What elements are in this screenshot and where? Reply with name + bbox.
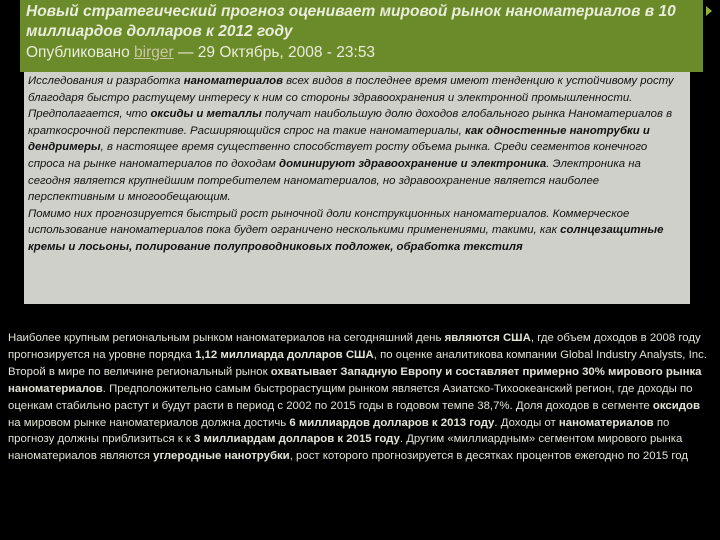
quote-paragraph-2: Предполагается, что оксиды и металлы получат наибольшую долю доходов глобального рынка Наноматериалов в краткосрочной перспективе. Расширяющийся спрос на такие наноматериалы, как одностенные нанотрубки и дендримеры, в настоящее время существенно способствует росту объема рынка. Среди сегментов конечного спроса на рынке наноматериалов по доходам доминируют здравоохранение и электроника. Электроника на сегодня является крупнейшим потребителем наноматериалов, но здравоохранение является наиболее перспективным и многообещающим. <box>28 108 673 204</box>
quote-block <box>24 72 690 304</box>
published-label: Опубликовано <box>26 44 130 61</box>
published-date: — 29 Октябрь, 2008 - 23:53 <box>177 44 376 61</box>
article-title: Новый стратегический прогноз оценивает мировой рынок наноматериалов в 10 миллиардов долларов к 2012 году <box>26 3 676 40</box>
slide-arrow-icon <box>706 6 712 16</box>
article-header <box>20 0 703 72</box>
quote-paragraph-1: Исследования и разработка наноматериалов всех видов в последнее время имеют тенденцию к устойчивому росту благодаря быстро растущему интересу к ним со стороны здравоохранения и электронной промышленности. <box>28 75 674 104</box>
publication-line <box>26 42 697 64</box>
main-paragraph: Наиболее крупным региональным рынком наноматериалов на сегодняшний день являются США, где объем доходов в 2008 году прогнозируется на уровне порядка 1,12 миллиарда долларов США, по оценке аналитикова компании Global Industry Analysts, Inc. Второй в мире по величине региональный рынок охватывает Западную Европу и составляет примерно 30% мирового рынка наноматериалов. Предположительно самым быстрорастущим рынком является Азиатско-Тихоокеанский регион, где доходы по оценкам стабильно растут и будут расти в период с 2002 по 2015 годы в годовом темпе 38,7%. Доля доходов в сегменте оксидов на мировом рынке наноматериалов должна достичь 6 миллиардов долларов к 2013 году. Доходы от наноматериалов по прогнозу должны приблизиться к к 3 миллиардам долларов к 2015 году. Другим «миллиардным» сегментом мирового рынка наноматериалов являются углеродные нанотрубки, рост которого прогнозируется в десятках процентов ежегодно по 2015 год <box>8 332 707 463</box>
author-link[interactable]: birger <box>134 44 174 61</box>
quote-paragraph-3: Помимо них прогнозируется быстрый рост рыночной доли конструкционных наноматериалов. Коммерческое использование наноматериалов пока будет ограничено несколькими применениями, такими, как солнцезащитные кремы и лосьоны, полирование полупроводниковых подложек, обработка текстиля <box>28 207 664 253</box>
